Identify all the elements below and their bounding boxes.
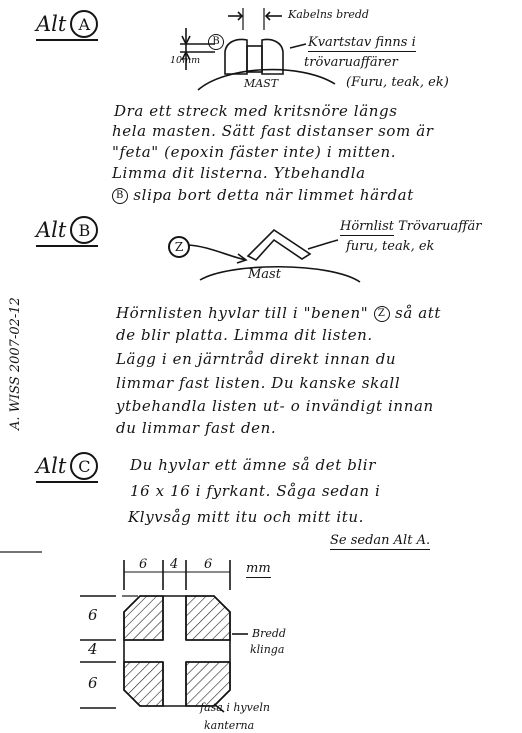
- ten-mm-label: 10mm: [170, 55, 201, 66]
- b-marker-a: B: [208, 34, 224, 50]
- bredd-label-2: klinga: [250, 643, 285, 656]
- alt-a-heading: [36, 10, 98, 38]
- hornlist-label: Hörnlist Trövaruaffär: [340, 219, 482, 234]
- hornlist-material: furu, teak, ek: [346, 239, 435, 254]
- a-text-line-4: Limma dit listerna. Ytbehandla: [112, 164, 366, 182]
- alt-b-heading: [36, 216, 98, 244]
- a-text-line-3: "feta" (epoxin fäster inte) i mitten.: [112, 143, 397, 161]
- kabelns-bredd-label: Kabelns bredd: [288, 8, 369, 21]
- dim-top-1: 6: [139, 557, 148, 572]
- dim-unit: mm: [246, 561, 271, 576]
- alt-a-badge: A: [70, 10, 98, 38]
- author-date-note: A. WISS 2007-02-12: [8, 297, 23, 430]
- b-circle-inline: B: [112, 188, 128, 204]
- c-text-line-2: 16 x 16 i fyrkant. Såga sedan i: [130, 482, 381, 500]
- z-circle-inline: Z: [374, 306, 390, 322]
- a-text-line-2: hela masten. Sätt fast distanser som är: [112, 122, 434, 140]
- a-text-line-5: B slipa bort detta när limmet härdat: [112, 188, 414, 204]
- mast-label-b: Mast: [248, 267, 281, 282]
- kvartstav-left: [225, 40, 247, 75]
- z-arrow: [188, 245, 246, 260]
- alt-a-label: Alt: [36, 12, 67, 36]
- fasa-label-2: kanterna: [204, 719, 255, 732]
- dim-top-2: 4: [170, 557, 179, 572]
- a-text-line-1: Dra ett streck med kritsnöre längs: [114, 102, 398, 120]
- dim-left-3: 6: [88, 674, 99, 692]
- c-text-line-1: Du hyvlar ett ämne så det blir: [130, 456, 376, 474]
- dim-left-2: 4: [88, 640, 99, 658]
- c-text-line-3: Klyvsåg mitt itu och mitt itu.: [128, 508, 365, 526]
- quarter-br: [186, 662, 230, 706]
- fasa-label-1: fasa i hyveln: [200, 701, 270, 714]
- z-marker-b: Z: [168, 236, 190, 258]
- spacer: [247, 46, 262, 72]
- quarter-tl: [124, 596, 163, 640]
- b-text-line-1: Hörnlisten hyvlar till i "benen" Z så att: [116, 304, 442, 322]
- b-text-line-3: Lägg i en järntråd direkt innan du: [116, 350, 397, 368]
- dim-left-1: 6: [88, 606, 99, 624]
- b-text-line-2: de blir platta. Limma dit listen.: [116, 326, 373, 344]
- alt-c-label: Alt: [36, 454, 67, 478]
- hornlist-profile: [248, 230, 310, 260]
- alt-c-badge: C: [70, 452, 98, 480]
- b-text-line-6: du limmar fast den.: [116, 419, 277, 437]
- alt-c-heading: [36, 452, 98, 480]
- c-see-alt-a: Se sedan Alt A.: [330, 533, 431, 548]
- dim-top-3: 6: [204, 557, 213, 572]
- alt-b-badge: B: [70, 216, 98, 244]
- alt-b-label: Alt: [36, 218, 67, 242]
- kvartstav-line-1: Kvartstav finns i: [308, 35, 416, 50]
- quarter-tr: [186, 596, 230, 640]
- mast-label-a: MAST: [244, 77, 279, 90]
- b-text-line-4: limmar fast listen. Du kanske skall: [116, 374, 401, 392]
- kvartstav-line-3: (Furu, teak, ek): [346, 75, 449, 90]
- quarter-bl: [124, 662, 163, 706]
- diagram-c: [80, 557, 248, 712]
- b-text-line-5: ytbehandla listen ut- o invändigt innan: [116, 397, 434, 415]
- bredd-label-1: Bredd: [252, 627, 286, 640]
- kvartstav-line-2: trövaruaffärer: [304, 55, 398, 70]
